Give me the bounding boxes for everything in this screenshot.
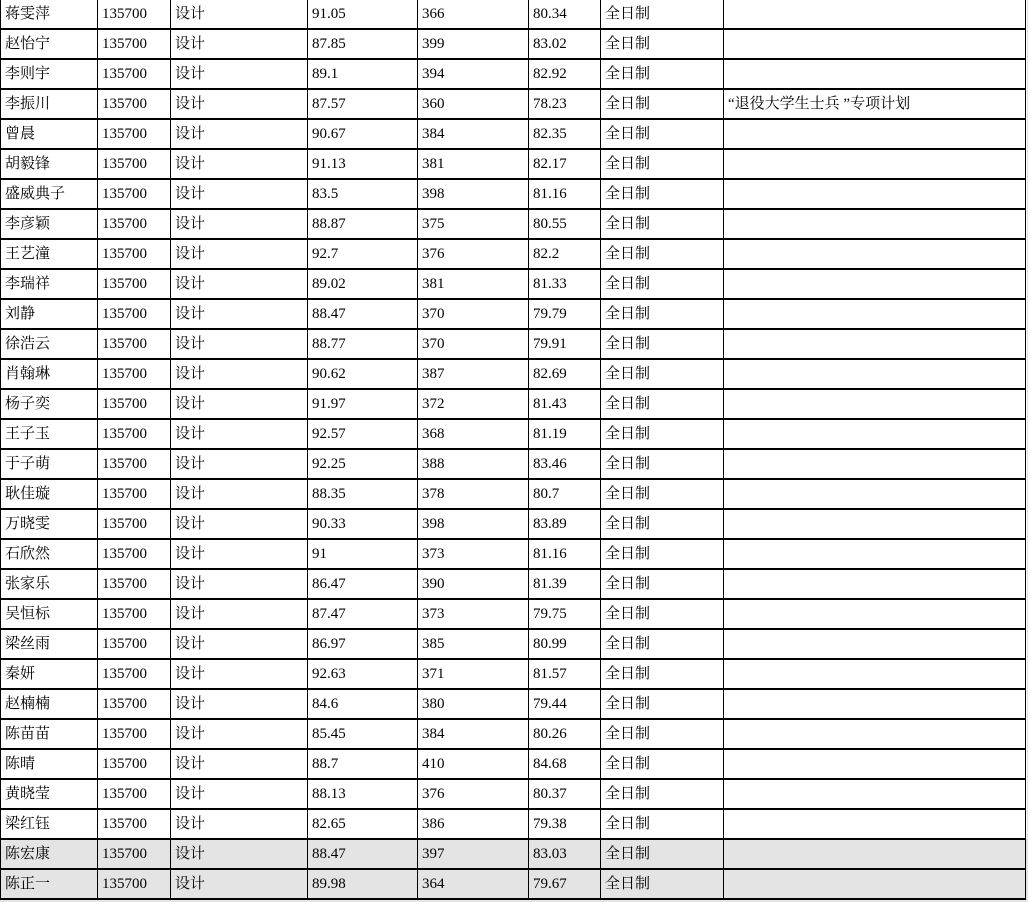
cell-score-2: 364 <box>418 869 529 899</box>
cell-remark <box>724 479 1026 509</box>
cell-candidate-name: 王子玉 <box>1 419 98 449</box>
table-row <box>1 389 1026 419</box>
table-row <box>1 749 1026 779</box>
cell-study-mode: 全日制 <box>601 479 724 509</box>
cell-major-name: 设计 <box>171 749 308 779</box>
cell-candidate-name: 梁红钰 <box>1 809 98 839</box>
cell-score-1: 92.7 <box>308 239 418 269</box>
cell-candidate-name: 石欣然 <box>1 539 98 569</box>
cell-major-name: 设计 <box>171 539 308 569</box>
cell-score-final: 79.44 <box>529 689 601 719</box>
table-row <box>1 629 1026 659</box>
table-row <box>1 869 1026 899</box>
cell-major-name: 设计 <box>171 239 308 269</box>
cell-major-name: 设计 <box>171 299 308 329</box>
cell-score-2: 370 <box>418 329 529 359</box>
table-row <box>1 839 1026 869</box>
cell-study-mode: 全日制 <box>601 419 724 449</box>
cell-major-code: 135700 <box>98 269 171 299</box>
cell-major-code: 135700 <box>98 719 171 749</box>
cell-major-code: 135700 <box>98 359 171 389</box>
cell-score-2: 381 <box>418 269 529 299</box>
cell-score-1: 87.47 <box>308 599 418 629</box>
cell-score-1: 89.1 <box>308 59 418 89</box>
cell-score-final: 79.67 <box>529 869 601 899</box>
cell-major-name: 设计 <box>171 209 308 239</box>
cell-major-name: 设计 <box>171 659 308 689</box>
cell-remark <box>724 419 1026 449</box>
cell-candidate-name: 刘静 <box>1 299 98 329</box>
cell-major-name: 设计 <box>171 599 308 629</box>
cell-candidate-name: 陈晴 <box>1 749 98 779</box>
cell-major-code: 135700 <box>98 539 171 569</box>
cell-study-mode: 全日制 <box>601 719 724 749</box>
table-row <box>1 89 1026 119</box>
cell-score-1: 84.6 <box>308 689 418 719</box>
cell-score-1: 91.13 <box>308 149 418 179</box>
cell-study-mode: 全日制 <box>601 689 724 719</box>
table-row <box>1 119 1026 149</box>
table-row <box>1 539 1026 569</box>
cell-study-mode: 全日制 <box>601 869 724 899</box>
cell-candidate-name: 赵怡宁 <box>1 29 98 59</box>
cell-candidate-name: 盛威典子 <box>1 179 98 209</box>
cell-major-name: 设计 <box>171 479 308 509</box>
cell-remark <box>724 389 1026 419</box>
cell-score-1: 87.57 <box>308 89 418 119</box>
cell-score-final: 81.16 <box>529 539 601 569</box>
cell-score-1: 88.7 <box>308 749 418 779</box>
cell-candidate-name: 黄晓莹 <box>1 779 98 809</box>
cell-major-code: 135700 <box>98 659 171 689</box>
cell-score-final: 80.55 <box>529 209 601 239</box>
cell-score-1: 86.47 <box>308 569 418 599</box>
cell-remark <box>724 59 1026 89</box>
table-row <box>1 359 1026 389</box>
cell-major-name: 设计 <box>171 59 308 89</box>
table-row <box>1 0 1026 29</box>
table-row <box>1 299 1026 329</box>
cell-score-final: 83.03 <box>529 839 601 869</box>
cell-study-mode: 全日制 <box>601 569 724 599</box>
cell-candidate-name: 王艺潼 <box>1 239 98 269</box>
cell-score-1: 88.13 <box>308 779 418 809</box>
cell-candidate-name: 吴恒标 <box>1 599 98 629</box>
cell-score-2: 378 <box>418 479 529 509</box>
cell-study-mode: 全日制 <box>601 209 724 239</box>
cell-score-2: 375 <box>418 209 529 239</box>
cell-score-1: 88.77 <box>308 329 418 359</box>
cell-score-1: 87.85 <box>308 29 418 59</box>
cell-score-2: 390 <box>418 569 529 599</box>
table-row <box>1 59 1026 89</box>
cell-remark <box>724 659 1026 689</box>
cell-score-2: 386 <box>418 809 529 839</box>
cell-score-2: 376 <box>418 239 529 269</box>
cell-major-name: 设计 <box>171 719 308 749</box>
cell-major-code: 135700 <box>98 299 171 329</box>
cell-candidate-name: 李振川 <box>1 89 98 119</box>
table-row <box>1 329 1026 359</box>
cell-candidate-name: 赵楠楠 <box>1 689 98 719</box>
cell-candidate-name: 陈宏康 <box>1 839 98 869</box>
cell-major-name: 设计 <box>171 809 308 839</box>
cell-score-1: 91 <box>308 539 418 569</box>
cell-score-1: 88.35 <box>308 479 418 509</box>
cell-major-code: 135700 <box>98 59 171 89</box>
cell-major-name: 设计 <box>171 359 308 389</box>
cell-score-2: 388 <box>418 449 529 479</box>
cell-remark <box>724 569 1026 599</box>
cell-study-mode: 全日制 <box>601 29 724 59</box>
cell-major-code: 135700 <box>98 869 171 899</box>
cell-score-1: 92.63 <box>308 659 418 689</box>
cell-major-code: 135700 <box>98 479 171 509</box>
cell-major-name: 设计 <box>171 689 308 719</box>
cell-candidate-name: 李彦颖 <box>1 209 98 239</box>
table-row <box>1 419 1026 449</box>
cell-score-final: 81.43 <box>529 389 601 419</box>
document-page <box>1 0 1027 892</box>
cell-major-code: 135700 <box>98 599 171 629</box>
cell-score-final: 84.68 <box>529 749 601 779</box>
cell-score-1: 86.97 <box>308 629 418 659</box>
cell-major-code: 135700 <box>98 149 171 179</box>
cell-major-code: 135700 <box>98 179 171 209</box>
cell-major-code: 135700 <box>98 629 171 659</box>
cell-remark <box>724 0 1026 29</box>
cell-remark <box>724 329 1026 359</box>
cell-study-mode: 全日制 <box>601 239 724 269</box>
cell-remark <box>724 149 1026 179</box>
cell-remark <box>724 719 1026 749</box>
cell-remark <box>724 449 1026 479</box>
cell-major-name: 设计 <box>171 569 308 599</box>
cell-remark <box>724 359 1026 389</box>
cell-study-mode: 全日制 <box>601 839 724 869</box>
cell-major-name: 设计 <box>171 869 308 899</box>
cell-study-mode: 全日制 <box>601 119 724 149</box>
cell-score-final: 80.26 <box>529 719 601 749</box>
cell-major-code: 135700 <box>98 389 171 419</box>
table-row <box>1 809 1026 839</box>
cell-major-name: 设计 <box>171 389 308 419</box>
cell-candidate-name: 曾晨 <box>1 119 98 149</box>
cell-major-code: 135700 <box>98 0 171 29</box>
cell-score-final: 82.2 <box>529 239 601 269</box>
cell-remark <box>724 839 1026 869</box>
cell-score-1: 89.02 <box>308 269 418 299</box>
table-row <box>1 779 1026 809</box>
cell-score-final: 79.38 <box>529 809 601 839</box>
cell-score-1: 88.47 <box>308 839 418 869</box>
cell-candidate-name: 秦妍 <box>1 659 98 689</box>
cell-score-1: 89.98 <box>308 869 418 899</box>
cell-study-mode: 全日制 <box>601 59 724 89</box>
cell-remark <box>724 629 1026 659</box>
cell-major-code: 135700 <box>98 509 171 539</box>
cell-score-final: 82.17 <box>529 149 601 179</box>
cell-remark <box>724 239 1026 269</box>
table-row <box>1 599 1026 629</box>
cell-major-code: 135700 <box>98 569 171 599</box>
cell-score-2: 371 <box>418 659 529 689</box>
cell-score-2: 372 <box>418 389 529 419</box>
cell-score-final: 79.79 <box>529 299 601 329</box>
cell-score-final: 80.99 <box>529 629 601 659</box>
cell-remark <box>724 869 1026 899</box>
cell-remark <box>724 269 1026 299</box>
cell-major-name: 设计 <box>171 89 308 119</box>
cell-study-mode: 全日制 <box>601 779 724 809</box>
cell-score-2: 373 <box>418 599 529 629</box>
cell-score-2: 381 <box>418 149 529 179</box>
cell-score-1: 88.47 <box>308 299 418 329</box>
cell-study-mode: 全日制 <box>601 749 724 779</box>
cell-score-1: 91.97 <box>308 389 418 419</box>
cell-study-mode: 全日制 <box>601 389 724 419</box>
cell-score-2: 399 <box>418 29 529 59</box>
cell-remark <box>724 749 1026 779</box>
cell-remark <box>724 119 1026 149</box>
cell-score-2: 366 <box>418 0 529 29</box>
table-row <box>1 449 1026 479</box>
cell-study-mode: 全日制 <box>601 449 724 479</box>
cell-score-2: 398 <box>418 509 529 539</box>
cell-major-code: 135700 <box>98 209 171 239</box>
cell-candidate-name: 耿佳璇 <box>1 479 98 509</box>
cell-score-2: 384 <box>418 719 529 749</box>
cell-major-name: 设计 <box>171 509 308 539</box>
cell-score-1: 83.5 <box>308 179 418 209</box>
cell-major-code: 135700 <box>98 329 171 359</box>
cell-study-mode: 全日制 <box>601 299 724 329</box>
cell-major-code: 135700 <box>98 449 171 479</box>
cell-study-mode: 全日制 <box>601 149 724 179</box>
table-row <box>1 479 1026 509</box>
cell-major-code: 135700 <box>98 29 171 59</box>
table-row <box>1 569 1026 599</box>
cell-candidate-name: 蒋雯萍 <box>1 0 98 29</box>
cell-major-code: 135700 <box>98 779 171 809</box>
cell-study-mode: 全日制 <box>601 809 724 839</box>
cell-score-final: 80.37 <box>529 779 601 809</box>
cell-major-code: 135700 <box>98 839 171 869</box>
cell-study-mode: 全日制 <box>601 359 724 389</box>
cell-score-final: 82.35 <box>529 119 601 149</box>
cell-candidate-name: 陈正一 <box>1 869 98 899</box>
cell-candidate-name: 徐浩云 <box>1 329 98 359</box>
table-row <box>1 179 1026 209</box>
cell-score-2: 376 <box>418 779 529 809</box>
cell-score-1: 90.62 <box>308 359 418 389</box>
cell-score-final: 81.33 <box>529 269 601 299</box>
cell-major-name: 设计 <box>171 779 308 809</box>
cell-major-name: 设计 <box>171 179 308 209</box>
cell-score-final: 80.7 <box>529 479 601 509</box>
cell-score-1: 88.87 <box>308 209 418 239</box>
cell-score-final: 83.89 <box>529 509 601 539</box>
cell-study-mode: 全日制 <box>601 599 724 629</box>
cell-score-2: 380 <box>418 689 529 719</box>
cell-score-final: 79.91 <box>529 329 601 359</box>
cell-study-mode: 全日制 <box>601 329 724 359</box>
cell-score-2: 385 <box>418 629 529 659</box>
cell-score-final: 80.34 <box>529 0 601 29</box>
cell-candidate-name: 梁丝雨 <box>1 629 98 659</box>
cell-study-mode: 全日制 <box>601 179 724 209</box>
cell-candidate-name: 陈苗苗 <box>1 719 98 749</box>
cell-study-mode: 全日制 <box>601 509 724 539</box>
cell-score-final: 78.23 <box>529 89 601 119</box>
table-row <box>1 239 1026 269</box>
table-row <box>1 269 1026 299</box>
table-row <box>1 209 1026 239</box>
cell-score-2: 384 <box>418 119 529 149</box>
cell-remark <box>724 179 1026 209</box>
cell-study-mode: 全日制 <box>601 539 724 569</box>
cell-candidate-name: 李瑞祥 <box>1 269 98 299</box>
table-row <box>1 689 1026 719</box>
cell-score-final: 83.02 <box>529 29 601 59</box>
cell-remark <box>724 509 1026 539</box>
cell-score-2: 397 <box>418 839 529 869</box>
cell-major-name: 设计 <box>171 329 308 359</box>
cell-score-1: 91.05 <box>308 0 418 29</box>
cell-remark <box>724 599 1026 629</box>
table-row <box>1 29 1026 59</box>
cell-major-name: 设计 <box>171 629 308 659</box>
cell-score-1: 90.67 <box>308 119 418 149</box>
cell-study-mode: 全日制 <box>601 0 724 29</box>
cell-remark <box>724 209 1026 239</box>
cell-major-code: 135700 <box>98 119 171 149</box>
cell-score-final: 82.92 <box>529 59 601 89</box>
cell-remark <box>724 689 1026 719</box>
cell-score-2: 370 <box>418 299 529 329</box>
cell-score-2: 410 <box>418 749 529 779</box>
cell-score-final: 82.69 <box>529 359 601 389</box>
cell-remark <box>724 29 1026 59</box>
cell-study-mode: 全日制 <box>601 659 724 689</box>
table-row <box>1 719 1026 749</box>
cell-score-final: 81.39 <box>529 569 601 599</box>
cell-remark <box>724 539 1026 569</box>
cell-score-1: 82.65 <box>308 809 418 839</box>
cell-remark <box>724 809 1026 839</box>
cell-score-final: 81.57 <box>529 659 601 689</box>
cell-score-final: 79.75 <box>529 599 601 629</box>
cell-score-2: 373 <box>418 539 529 569</box>
cell-score-1: 92.57 <box>308 419 418 449</box>
cell-score-final: 81.16 <box>529 179 601 209</box>
cell-major-code: 135700 <box>98 749 171 779</box>
cell-score-final: 81.19 <box>529 419 601 449</box>
results-table-body <box>1 0 1026 899</box>
cell-major-code: 135700 <box>98 809 171 839</box>
cell-major-code: 135700 <box>98 239 171 269</box>
cell-candidate-name: 胡毅锋 <box>1 149 98 179</box>
cell-candidate-name: 于子萌 <box>1 449 98 479</box>
cell-score-2: 360 <box>418 89 529 119</box>
cell-score-1: 85.45 <box>308 719 418 749</box>
cell-score-2: 387 <box>418 359 529 389</box>
cell-major-name: 设计 <box>171 839 308 869</box>
cell-score-1: 90.33 <box>308 509 418 539</box>
cell-remark: “退役大学生士兵 ”专项计划 <box>724 89 1026 119</box>
cell-score-2: 368 <box>418 419 529 449</box>
cell-major-name: 设计 <box>171 269 308 299</box>
table-row <box>1 149 1026 179</box>
cell-study-mode: 全日制 <box>601 89 724 119</box>
cell-score-1: 92.25 <box>308 449 418 479</box>
table-row <box>1 659 1026 689</box>
cell-candidate-name: 李则宇 <box>1 59 98 89</box>
cell-study-mode: 全日制 <box>601 629 724 659</box>
cell-remark <box>724 299 1026 329</box>
cell-score-2: 398 <box>418 179 529 209</box>
cell-major-code: 135700 <box>98 419 171 449</box>
cell-major-name: 设计 <box>171 149 308 179</box>
cell-candidate-name: 张家乐 <box>1 569 98 599</box>
cell-candidate-name: 万晓雯 <box>1 509 98 539</box>
cell-major-name: 设计 <box>171 0 308 29</box>
table-row <box>1 509 1026 539</box>
cell-major-code: 135700 <box>98 89 171 119</box>
cell-score-2: 394 <box>418 59 529 89</box>
cell-candidate-name: 肖翰琳 <box>1 359 98 389</box>
cell-score-final: 83.46 <box>529 449 601 479</box>
cell-remark <box>724 779 1026 809</box>
cell-major-name: 设计 <box>171 449 308 479</box>
cell-major-name: 设计 <box>171 419 308 449</box>
cell-study-mode: 全日制 <box>601 269 724 299</box>
cell-candidate-name: 杨子奕 <box>1 389 98 419</box>
cell-major-name: 设计 <box>171 29 308 59</box>
cell-major-code: 135700 <box>98 689 171 719</box>
cell-major-name: 设计 <box>171 119 308 149</box>
